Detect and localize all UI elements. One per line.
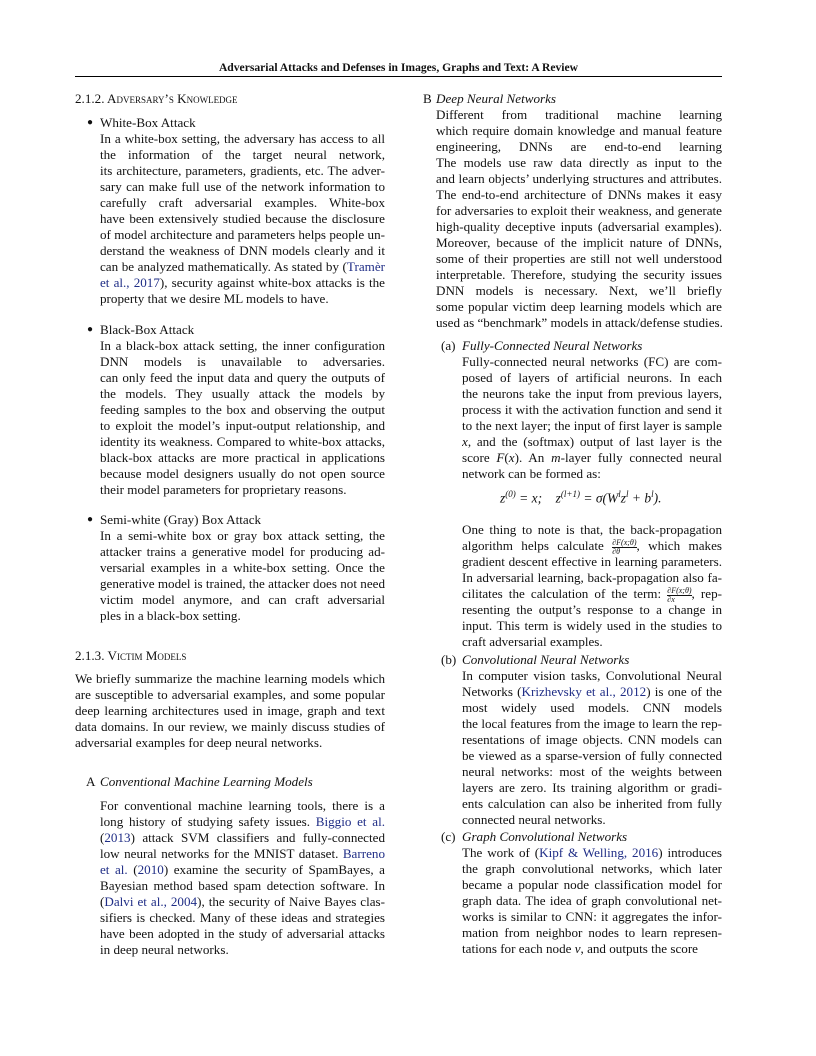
text-segment: resentations of image objects. CNN models can	[462, 732, 722, 747]
citation-link[interactable]: Tramèr	[346, 259, 385, 274]
text-line	[462, 602, 722, 618]
eq-sup: (0)	[505, 489, 516, 499]
text-line	[462, 618, 722, 634]
section-heading-2-1-2: 2.1.2. Adversary’s Knowledge	[75, 91, 238, 106]
text-segment: , and outputs the score	[580, 941, 698, 956]
text-segment: The models use raw data directly as input to the	[436, 155, 722, 170]
text-segment: network can be formed as:	[462, 466, 601, 481]
text-line	[462, 466, 722, 482]
text-segment: are susceptible to adversarial examples, and some popular	[75, 687, 385, 702]
text-segment: generative model is trained, the attacker does not need	[100, 576, 385, 591]
text-segment: ), the security of Naive Bayes clas-	[197, 894, 385, 909]
text-segment: and learn objects’ underlying structures and attributes.	[436, 171, 722, 186]
item-label-a: (a)	[441, 338, 456, 353]
header-rule	[75, 76, 722, 77]
text-line	[100, 482, 385, 498]
citation-link[interactable]: et al., 2017	[100, 275, 160, 290]
text-segment: some popular victim deep learning models which are	[436, 299, 722, 314]
text-line	[436, 235, 722, 251]
text-line	[100, 814, 385, 830]
eq-part: ).	[653, 490, 662, 506]
text-segment: (	[100, 894, 105, 909]
text-segment: , rep-	[691, 586, 722, 601]
cnn-text	[462, 668, 722, 828]
text-line	[436, 267, 722, 283]
text-line	[462, 634, 722, 650]
text-segment: data domains. In our review, we mainly discuss studies of	[75, 719, 385, 734]
semi-white-box-title: Semi-white (Gray) Box Attack	[100, 512, 262, 527]
text-segment: sary can make full use of the network information to	[100, 179, 385, 194]
fraction	[667, 587, 691, 603]
math-symbol: F	[496, 450, 505, 465]
citation-link[interactable]: Dalvi et al., 2004	[104, 894, 198, 909]
text-line	[100, 910, 385, 926]
text-segment: , and the (softmax) output of last layer is the	[467, 434, 722, 449]
text-segment: posed of layers of artificial neurons. In each	[462, 370, 722, 385]
text-line	[100, 211, 385, 227]
text-segment: One thing to note is that, the back-propagation	[462, 522, 722, 537]
text-segment: be viewed as a sparse-version of fully connected	[462, 748, 722, 763]
text-line	[462, 700, 722, 716]
text-segment: ) introduces	[658, 845, 722, 860]
text-segment: , which makes	[636, 538, 722, 553]
item-title-cnn: Convolutional Neural Networks	[462, 652, 630, 667]
text-line	[100, 846, 385, 862]
text-line	[462, 386, 722, 402]
text-segment: cilitates the calculation of the term:	[462, 586, 668, 601]
text-line	[462, 554, 722, 570]
text-line	[100, 894, 385, 910]
bullet-icon: ●	[87, 117, 94, 128]
semi-white-box-text	[100, 528, 385, 624]
subsection-title-dnn: Deep Neural Networks	[436, 91, 557, 106]
text-line	[100, 227, 385, 243]
fc-text	[462, 354, 722, 482]
text-segment: can be analyzed mathematically. As stated by (	[100, 259, 347, 274]
text-segment: (	[100, 830, 105, 845]
text-line	[462, 370, 722, 386]
text-line	[462, 402, 722, 418]
text-line	[100, 195, 385, 211]
text-line	[100, 798, 385, 814]
text-line	[100, 163, 385, 179]
gcn-text	[462, 845, 722, 957]
text-segment: black-box attacks are more practical in applications	[100, 450, 385, 465]
text-line	[462, 668, 722, 684]
text-segment: neural networks: most of the weights between	[462, 764, 722, 779]
text-segment: for adversaries to exploit their weakness, and generate	[436, 203, 722, 218]
text-line	[75, 687, 385, 703]
text-line	[462, 354, 722, 370]
text-segment: to the next layer; the input of first layer is sample	[462, 418, 722, 433]
citation-link[interactable]: 2010	[137, 862, 164, 877]
text-segment: gradient descent effective in learning parameters.	[462, 554, 722, 569]
text-segment: ) examine the security of SpamBayes, a	[163, 862, 385, 877]
text-line	[100, 608, 385, 624]
text-line	[100, 354, 385, 370]
subsection-title-conventional: Conventional Machine Learning Models	[100, 774, 313, 789]
fraction-part: ∂x	[667, 594, 675, 602]
conventional-ml-text	[100, 798, 385, 958]
text-line	[462, 732, 722, 748]
text-line	[462, 877, 722, 893]
text-line	[462, 586, 722, 602]
eq-sup: l	[626, 489, 629, 499]
citation-link[interactable]: Barreno	[342, 846, 385, 861]
text-segment: interpretable. Therefore, studying the security issues	[436, 267, 722, 282]
text-segment: high-quality deceptive inputs (adversarial examples).	[436, 219, 722, 234]
text-line	[436, 171, 722, 187]
text-segment: ) is one of the	[646, 684, 722, 699]
white-box-text	[100, 131, 385, 307]
text-segment: attacker trains a generative model for producing ad-	[100, 544, 385, 559]
eq-part: z	[620, 490, 626, 506]
text-line	[462, 434, 722, 450]
text-segment: process it with the activation function and send it	[462, 402, 722, 417]
text-segment: which require domain knowledge and manual feature	[436, 123, 722, 138]
text-line	[462, 796, 722, 812]
text-line	[100, 418, 385, 434]
text-line	[462, 570, 722, 586]
text-line	[100, 179, 385, 195]
black-box-title: Black-Box Attack	[100, 322, 195, 337]
text-line	[462, 812, 722, 828]
text-segment: In computer vision tasks, Convolutional Neural	[462, 668, 722, 683]
text-line	[462, 925, 722, 941]
math-symbol: x	[508, 450, 515, 465]
eq-sup: (l+1)	[560, 489, 580, 499]
text-line	[436, 107, 722, 123]
citation-link[interactable]: et al.	[100, 862, 128, 877]
text-segment: layers are zero. Its training algorithm or gradi-	[462, 780, 722, 795]
text-segment: ). An	[514, 450, 552, 465]
text-segment: because model designers usually do not open source	[100, 466, 385, 481]
text-segment: tations for each node	[462, 941, 575, 956]
text-line	[100, 243, 385, 259]
text-segment: of model architecture and parameters helps people un-	[100, 227, 385, 242]
text-segment: some of their properties are still not well understood	[436, 251, 722, 266]
text-line	[436, 123, 722, 139]
eq-sup: l	[618, 489, 621, 499]
text-segment: sifiers is checked. Many of these ideas and strategies	[100, 910, 385, 925]
text-segment: Bayesian method based spam detection software. In	[100, 878, 385, 893]
text-segment: the local features from the image to learn the rep-	[462, 716, 722, 731]
text-segment: resenting the output’s response to a change in	[462, 602, 722, 617]
text-line	[462, 845, 722, 861]
text-segment: deep learning architectures used in image, graph and text	[75, 703, 385, 718]
text-line	[100, 942, 385, 958]
text-line	[75, 671, 385, 687]
text-segment: ples in a black-box setting.	[100, 608, 241, 623]
text-segment: graph data. The idea of graph convolutional net-	[462, 893, 722, 908]
text-line	[100, 560, 385, 576]
text-line	[100, 259, 385, 275]
text-segment: The end-to-end architecture of DNNs makes it easy	[436, 187, 722, 202]
subsection-label-a: A	[86, 774, 96, 789]
text-line	[100, 830, 385, 846]
text-line	[75, 703, 385, 719]
text-segment: Networks (	[462, 684, 522, 699]
text-segment: versarial examples in a white-box setting. Once the	[100, 560, 385, 575]
text-segment: used as “benchmark” models in attack/defense studies.	[436, 315, 723, 330]
text-line	[100, 147, 385, 163]
citation-link[interactable]: Krizhevsky et al., 2012	[521, 684, 647, 699]
text-segment: DNN models is necessary. Next, we’ll briefly	[436, 283, 722, 298]
text-segment: The work of (	[462, 845, 540, 860]
text-line	[462, 893, 722, 909]
citation-link[interactable]: Kipf & Welling, 2016	[539, 845, 659, 860]
text-segment: have been extensively studied because the disclosure	[100, 211, 385, 226]
text-line	[462, 538, 722, 554]
text-segment: algorithm helps calculate	[462, 538, 613, 553]
bullet-icon: ●	[87, 324, 94, 335]
text-segment: the graph convolutional networks, which later	[462, 861, 722, 876]
text-segment: ), security against white-box attacks is the	[159, 275, 385, 290]
eq-part: = σ(W	[579, 490, 619, 506]
eq-part: = x; z	[515, 490, 561, 506]
text-segment: Fully-connected neural networks (FC) are com-	[462, 354, 722, 369]
citation-link[interactable]: Biggio et al.	[315, 814, 385, 829]
text-segment: input. This term is widely used in the studies to	[462, 618, 722, 633]
fraction-part: ∂F(x;θ)	[612, 538, 637, 547]
text-segment: victim model anymore, and can craft adversarial	[100, 592, 385, 607]
text-line	[100, 466, 385, 482]
text-line	[100, 528, 385, 544]
text-line	[462, 764, 722, 780]
text-line	[100, 862, 385, 878]
subsection-label-b: B	[423, 91, 432, 106]
math-symbol: v	[574, 941, 581, 956]
text-line	[100, 544, 385, 560]
eq-part: + b	[628, 490, 652, 506]
text-segment: craft adversarial examples.	[462, 634, 603, 649]
text-segment: most widely used models. CNN models	[462, 700, 722, 715]
item-label-c: (c)	[441, 829, 456, 844]
text-line	[100, 370, 385, 386]
section-heading-2-1-3: 2.1.3. Victim Models	[75, 648, 187, 663]
text-segment: connected neural networks.	[462, 812, 606, 827]
text-segment: works is similar to CNN: it aggregates the infor-	[462, 909, 722, 924]
backprop-text	[462, 522, 722, 650]
text-line	[436, 187, 722, 203]
text-line	[100, 291, 385, 307]
text-segment: ) attack SVM classifiers and fully-connected	[130, 830, 385, 845]
text-line	[436, 203, 722, 219]
text-line	[436, 219, 722, 235]
math-symbol: m	[551, 450, 561, 465]
item-label-b: (b)	[441, 652, 457, 667]
text-segment: its architecture, parameters, gradients, etc. The adver-	[100, 163, 385, 178]
citation-link[interactable]: 2013	[104, 830, 131, 845]
item-title-fc: Fully-Connected Neural Networks	[462, 338, 643, 353]
text-line	[436, 299, 722, 315]
text-line	[462, 418, 722, 434]
text-line	[462, 684, 722, 700]
text-line	[462, 909, 722, 925]
text-line	[462, 522, 722, 538]
text-segment: Different from traditional machine learning	[436, 107, 722, 122]
text-segment: In a black-box attack setting, the inner configuration	[100, 338, 385, 353]
text-line	[436, 251, 722, 267]
text-line	[462, 780, 722, 796]
text-segment: (	[127, 862, 138, 877]
text-segment: the information of the target neural network,	[100, 147, 385, 162]
text-segment: can only feed the input data and query the outputs of	[100, 370, 385, 385]
text-segment: For conventional machine learning tools, there is a	[100, 798, 385, 813]
text-segment: DNN models is unavailable to adversaries.	[100, 354, 385, 369]
text-line	[100, 131, 385, 147]
running-header: Adversarial Attacks and Defenses in Images, Graphs and Text: A Review	[218, 61, 579, 74]
text-segment: engineering, DNNs are end-to-end learning	[436, 139, 722, 154]
text-segment: derstand the weakness of DNN models clearly and it	[100, 243, 385, 258]
text-segment: In adversarial learning, back-propagation also fa-	[462, 570, 722, 585]
text-segment: the neurons take the input from previous layers,	[462, 386, 722, 401]
text-segment: to exploit the model’s input-output relationship, and	[100, 418, 385, 433]
text-segment: low neural networks for the MNIST dataset.	[100, 846, 343, 861]
text-line	[100, 402, 385, 418]
text-line	[100, 592, 385, 608]
fraction	[612, 539, 636, 555]
eq-sup: l	[651, 489, 654, 499]
text-line	[100, 275, 385, 291]
text-line	[436, 139, 722, 155]
item-title-gcn: Graph Convolutional Networks	[462, 829, 628, 844]
text-segment: long history of studying safety issues.	[100, 814, 316, 829]
white-box-title: White-Box Attack	[100, 115, 196, 130]
text-segment: mation from neighbor nodes to learn represen-	[462, 925, 722, 940]
text-segment: the models. They usually attack the models by	[100, 386, 385, 401]
text-line	[100, 338, 385, 354]
text-segment: their model parameters for proprietary reasons.	[100, 482, 347, 497]
text-line	[436, 283, 722, 299]
fraction-part: ∂θ	[612, 546, 621, 554]
text-segment: We briefly summarize the machine learning models which	[75, 671, 385, 686]
math-symbol: x	[462, 434, 468, 449]
text-line	[100, 878, 385, 894]
text-line	[462, 861, 722, 877]
bullet-icon: ●	[87, 514, 94, 525]
text-segment: property that we desire ML models to have.	[100, 291, 329, 306]
text-segment: have been adopted in the study of adversarial attacks	[100, 926, 385, 941]
text-line	[462, 716, 722, 732]
dnn-text	[436, 107, 722, 331]
text-line	[462, 941, 722, 957]
text-line	[75, 735, 385, 751]
text-segment: In a semi-white box or gray box attack setting, the	[100, 528, 385, 543]
text-line	[436, 155, 722, 171]
text-line	[100, 576, 385, 592]
text-segment: ents calculation can also be inherited from fully	[462, 796, 722, 811]
text-segment: (	[504, 450, 509, 465]
text-segment: Moreover, because of the implicit nature of DNNs,	[436, 235, 722, 250]
text-line	[462, 450, 722, 466]
text-line	[100, 434, 385, 450]
eq-part: z	[500, 490, 506, 506]
text-segment: in deep neural networks.	[100, 942, 229, 957]
black-box-text	[100, 338, 385, 498]
text-segment: carefully craft adversarial examples. White-box	[100, 195, 385, 210]
victim-models-text	[75, 671, 385, 751]
text-line	[100, 386, 385, 402]
fc-equation	[500, 489, 662, 507]
text-segment: became a popular node classification model for	[462, 877, 722, 892]
fraction-part: ∂F(x;θ)	[667, 586, 692, 595]
text-segment: feeding samples to the box and observing the output	[100, 402, 385, 417]
text-line	[75, 719, 385, 735]
text-line	[100, 926, 385, 942]
text-segment: score	[462, 450, 497, 465]
text-segment: -layer fully connected neural	[560, 450, 722, 465]
text-segment: adversarial examples for deep neural networks.	[75, 735, 323, 750]
text-line	[100, 450, 385, 466]
text-segment: identity its weakness. Compared to white-box attacks,	[100, 434, 385, 449]
text-line	[436, 315, 722, 331]
text-line	[462, 748, 722, 764]
text-segment: In a white-box setting, the adversary has access to all	[100, 131, 385, 146]
